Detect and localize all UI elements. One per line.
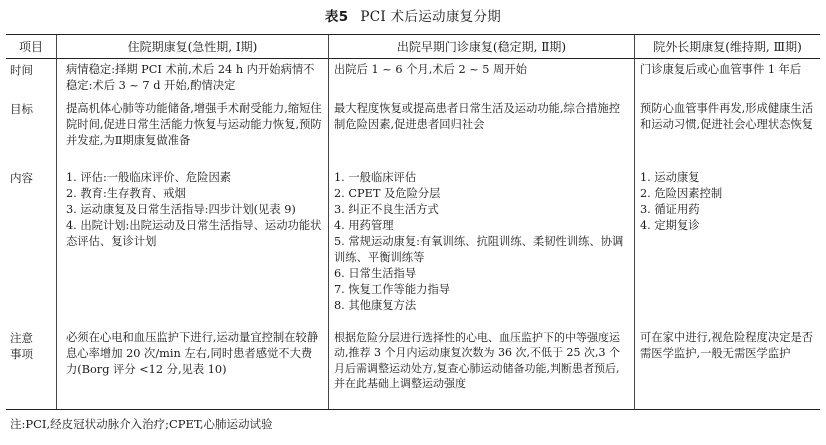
cell-time-phase1: 病情稳定:择期 PCI 术前,术后 24 h 内开始病情不稳定:术后 3 ~ 7 d 开始,酌情决定 <box>66 63 315 92</box>
cell-time-phase2: 出院后 1 ~ 6 个月,术后 2 ~ 5 周开始 <box>334 63 527 76</box>
list-item: 2. 危险因素控制 <box>640 187 723 200</box>
table-top-rule <box>6 34 820 35</box>
column-divider <box>634 35 635 409</box>
list-item: 4. 出院计划:出院运动及日常生活指导、运动功能状态评估、复诊计划 <box>66 219 322 248</box>
table-footnote: 注:PCI,经皮冠状动脉介入治疗;CPET,心肺运动试验 <box>10 417 273 431</box>
row-label-notes: 注意事项 <box>10 331 33 361</box>
table-header-rule <box>6 58 820 59</box>
list-item: 2. CPET 及危险分层 <box>334 187 441 200</box>
list-item: 1. 一般临床评估 <box>334 171 417 184</box>
table-title: PCI 术后运动康复分期 <box>360 9 502 25</box>
cell-goal-phase1: 提高机体心肺等功能储备,增强手术耐受能力,缩短住院时间,促进日常生活能力恢复与运动能力恢复,预防并发症,为Ⅱ期康复做准备 <box>66 102 322 147</box>
list-item: 3. 纠正不良生活方式 <box>334 203 439 216</box>
list-item: 1. 运动康复 <box>640 171 700 184</box>
header-phase1: 住院期康复(急性期, Ⅰ期) <box>127 40 258 54</box>
row-label-content: 内容 <box>10 171 33 185</box>
cell-content-phase2 <box>334 170 628 314</box>
cell-notes-phase3: 可在家中进行,视危险程度决定是否需医学监护,一般无需医学监护 <box>640 331 814 360</box>
row-label-time: 时间 <box>10 63 33 77</box>
cell-notes-phase2: 根据危险分层进行选择性的心电、血压监护下的中等强度运动,推荐 3 个月内运动康复次数为 36 次,不低于 25 次,3 个月后需调整运动处方,复查心肺运动储备功能,判断患者预后,并在此基础上调整运动强度 <box>334 331 620 391</box>
list-item: 4. 用药管理 <box>334 219 394 232</box>
list-item: 2. 教育:生存教育、戒烟 <box>66 187 186 200</box>
cell-goal-phase3: 预防心血管事件再发,形成健康生活和运动习惯,促进社会心理状态恢复 <box>640 102 814 131</box>
cell-goal-phase2: 最大程度恢复或提高患者日常生活及运动功能,综合措施控制危险因素,促进患者回归社会 <box>334 102 621 131</box>
list-item: 1. 评估:一般临床评价、危险因素 <box>66 171 232 184</box>
list-item: 4. 定期复诊 <box>640 219 700 232</box>
table-bottom-rule <box>6 409 820 410</box>
list-item: 3. 循证用药 <box>640 203 700 216</box>
list-item: 5. 常规运动康复:有氧训练、抗阻训练、柔韧性训练、协调训练、平衡训练等 <box>334 235 624 264</box>
cell-notes-phase1: 必须在心电和血压监护下进行,运动量宜控制在较静息心率增加 20 次/min 左右,同时患者感觉不大费力(Borg 评分 <12 分,见表 10) <box>66 331 319 376</box>
table-number: 表5 <box>324 9 349 25</box>
column-divider <box>328 35 329 409</box>
header-phase3: 院外长期康复(维持期, Ⅲ期) <box>653 40 802 54</box>
header-item: 项目 <box>18 40 43 54</box>
cell-time-phase3: 门诊康复后或心血管事件 1 年后 <box>640 63 802 76</box>
list-item: 6. 日常生活指导 <box>334 267 417 280</box>
row-label-goal: 目标 <box>10 102 33 116</box>
cell-content-phase1 <box>50 170 322 250</box>
list-item: 7. 恢复工作等能力指导 <box>334 283 451 296</box>
list-item: 8. 其他康复方法 <box>334 299 417 312</box>
list-item: 3. 运动康复及日常生活指导:四步计划(见表 9) <box>66 203 296 216</box>
table-caption <box>0 8 826 26</box>
cell-content-phase3 <box>640 170 816 234</box>
header-phase2: 出院早期门诊康复(稳定期, Ⅱ期) <box>396 40 567 54</box>
